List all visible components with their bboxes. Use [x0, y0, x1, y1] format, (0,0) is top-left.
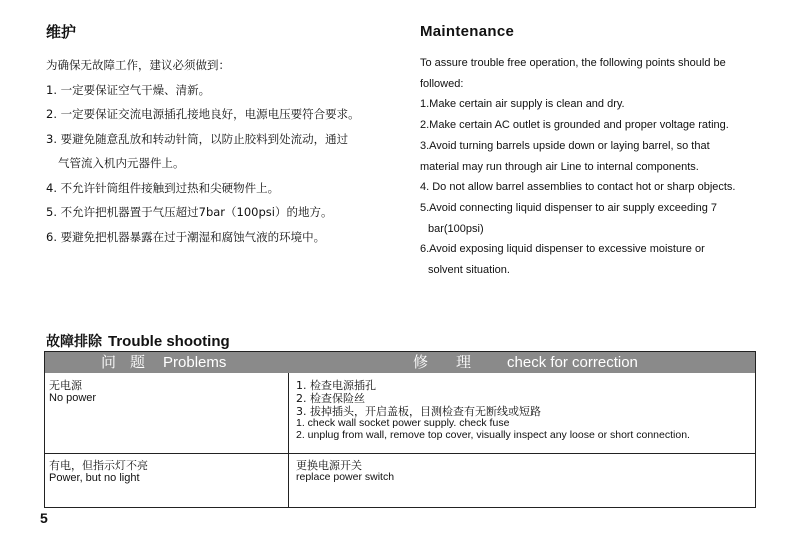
troubleshooting-title-cn: 故障排除 [46, 334, 102, 350]
maintenance-en-line: 6.Avoid exposing liquid dispenser to excessive moisture or [420, 243, 705, 256]
table-header [45, 352, 755, 373]
table-column-divider [288, 373, 289, 507]
troubleshooting-title-en: Trouble shooting [108, 333, 230, 350]
maintenance-cn-item: 3. 要避免随意乱放和转动针筒，以防止胶料到处流动，通过 [46, 131, 349, 146]
table-row-problem [49, 459, 148, 485]
maintenance-en-line: 1.Make certain air supply is clean and dry. [420, 98, 625, 111]
table-row-correction [296, 459, 394, 484]
maintenance-en-line: 2.Make certain AC outlet is grounded and proper voltage rating. [420, 119, 729, 132]
problem-cn: 有电，但指示灯不亮 [49, 459, 148, 472]
maintenance-cn-item: 1. 一定要保证空气干燥、清新。 [46, 82, 211, 97]
troubleshooting-table [44, 351, 756, 508]
maintenance-cn-section [46, 22, 406, 249]
maintenance-en-line: 3.Avoid turning barrels upside down or laying barrel, so that [420, 139, 710, 152]
correction-en-line: 2. unplug from wall, remove top cover, visually inspect any loose or short connection. [296, 428, 690, 441]
header-problems-en: Problems [163, 354, 227, 371]
correction-en-line: 1. check wall socket power supply. check fuse [296, 417, 510, 429]
maintenance-en-line: followed: [420, 77, 464, 90]
problem-en: No power [49, 392, 97, 404]
header-correction-en: check for correction [507, 354, 638, 371]
table-row-correction [296, 379, 690, 441]
maintenance-cn-item: 5. 不允许把机器置于气压超过7bar（100psi）的地方。 [46, 205, 333, 219]
table-row-problem [49, 379, 96, 405]
maintenance-cn-item: 2. 一定要保证交流电源插孔接地良好，电源电压要符合要求。 [46, 107, 360, 121]
maintenance-en-section [420, 22, 760, 281]
maintenance-en-line: 5.Avoid connecting liquid dispenser to air supply exceeding 7 [420, 201, 717, 214]
header-correction [413, 352, 638, 373]
maintenance-en-title: Maintenance [420, 23, 515, 40]
header-correction-cn: 修理 [413, 354, 500, 371]
problem-en: Power, but no light [49, 472, 140, 484]
troubleshooting-title [46, 331, 230, 351]
correction-cn-line: 3. 拔掉插头，开启盖板，目测检查有无断线或短路 [296, 405, 541, 418]
maintenance-cn-intro: 为确保无故障工作，建议必须做到： [46, 58, 230, 72]
maintenance-en-line: solvent situation. [428, 264, 510, 277]
correction-cn-line: 2. 检查保险丝 [296, 392, 365, 405]
correction-cn-line: 更换电源开关 [296, 459, 362, 472]
page-number: 5 [40, 510, 48, 526]
maintenance-en-line: 4. Do not allow barrel assemblies to contact hot or sharp objects. [420, 181, 736, 194]
header-problems [101, 352, 226, 373]
correction-cn-line: 1. 检查电源插孔 [296, 379, 376, 392]
maintenance-cn-title: 维护 [46, 23, 77, 41]
maintenance-cn-item: 6. 要避免把机器暴露在过于潮湿和腐蚀气液的环境中。 [46, 229, 326, 244]
maintenance-cn-item: 气管流入机内元器件上。 [58, 156, 185, 170]
table-row-divider [45, 453, 755, 454]
maintenance-en-line: bar(100psi) [428, 222, 484, 235]
maintenance-en-line: material may run through air Line to internal components. [420, 160, 699, 173]
maintenance-en-line: To assure trouble free operation, the following points should be [420, 57, 726, 69]
problem-cn: 无电源 [49, 379, 82, 392]
maintenance-cn-item: 4. 不允许针筒组件接触到过热和尖硬物件上。 [46, 180, 280, 195]
header-problems-cn: 问题 [101, 354, 160, 371]
correction-en-line: replace power switch [296, 471, 395, 483]
